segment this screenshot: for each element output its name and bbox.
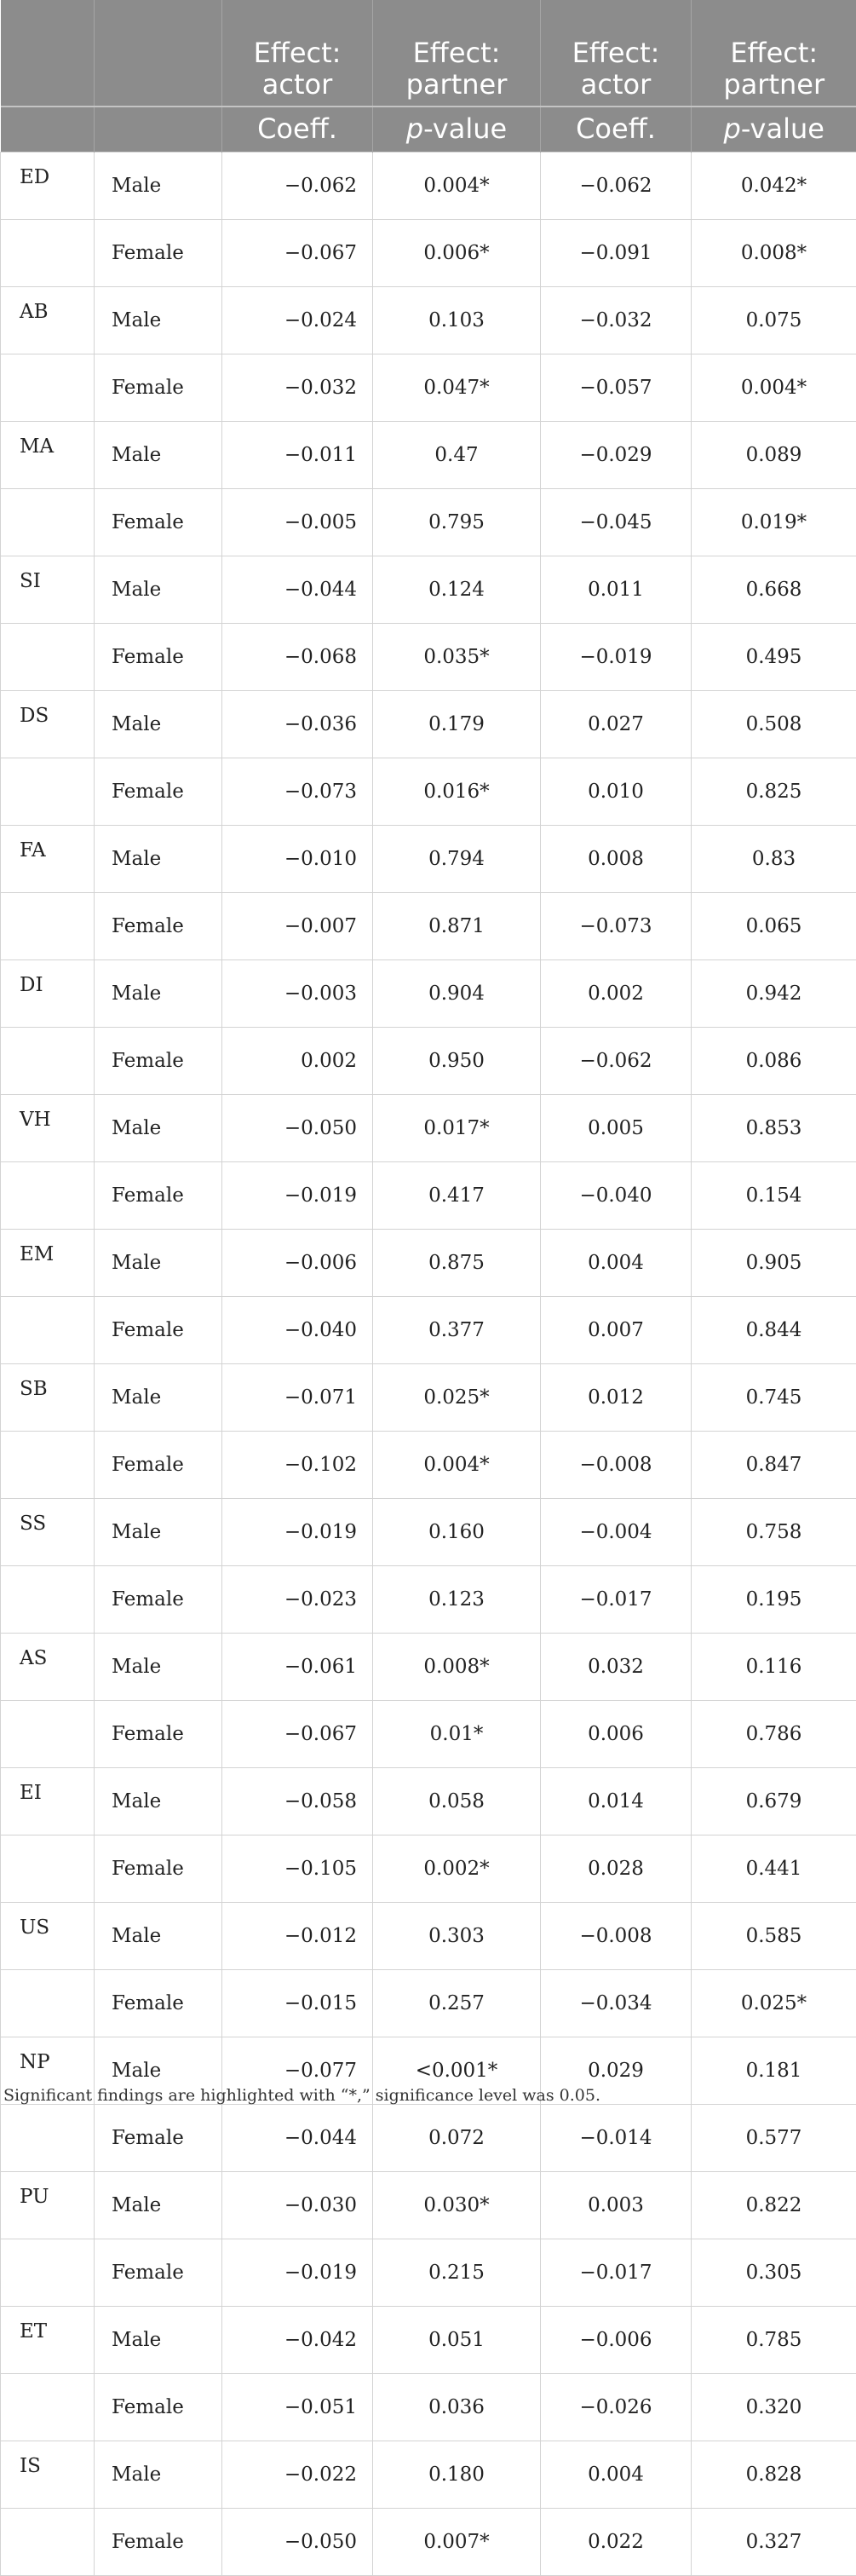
header-effect-actor-2: Effect: actor bbox=[541, 0, 692, 107]
partner-pvalue-cell-2: 0.853 bbox=[692, 1095, 856, 1162]
actor-coeff-cell-2: −0.057 bbox=[541, 354, 692, 422]
partner-pvalue-cell-1: 0.303 bbox=[373, 1903, 541, 1970]
table-body bbox=[1, 153, 856, 2576]
partner-pvalue-cell-2: 0.495 bbox=[692, 624, 856, 691]
partner-pvalue-cell-2: 0.828 bbox=[692, 2441, 856, 2509]
row-group-label: VH bbox=[1, 1095, 95, 1162]
row-group-label: PU bbox=[1, 2172, 95, 2239]
table-row bbox=[1, 2105, 856, 2172]
actor-coeff-cell-2: −0.019 bbox=[541, 624, 692, 691]
table-row bbox=[1, 2441, 856, 2509]
header-row-stats bbox=[1, 107, 856, 153]
table-row bbox=[1, 1230, 856, 1297]
row-group-label bbox=[1, 354, 95, 422]
row-sex-label: Female bbox=[95, 624, 222, 691]
partner-pvalue-cell-1: 0.257 bbox=[373, 1970, 541, 2037]
partner-pvalue-cell-2: 0.668 bbox=[692, 556, 856, 624]
actor-coeff-cell-2: −0.032 bbox=[541, 287, 692, 354]
actor-coeff-cell-2: −0.062 bbox=[541, 1028, 692, 1095]
actor-coeff-cell-2: 0.010 bbox=[541, 758, 692, 826]
actor-coeff-cell-1: −0.061 bbox=[222, 1634, 373, 1701]
row-sex-label: Female bbox=[95, 1566, 222, 1634]
partner-pvalue-cell-1: 0.008* bbox=[373, 1634, 541, 1701]
table-row bbox=[1, 2509, 856, 2576]
actor-coeff-cell-1: −0.036 bbox=[222, 691, 373, 758]
partner-pvalue-cell-1: 0.007* bbox=[373, 2509, 541, 2576]
actor-coeff-cell-2: −0.017 bbox=[541, 1566, 692, 1634]
header-row-effects bbox=[1, 0, 856, 107]
actor-coeff-cell-1: −0.073 bbox=[222, 758, 373, 826]
actor-coeff-cell-2: 0.012 bbox=[541, 1364, 692, 1432]
partner-pvalue-cell-1: 0.180 bbox=[373, 2441, 541, 2509]
table-row bbox=[1, 893, 856, 960]
partner-pvalue-cell-1: 0.004* bbox=[373, 1432, 541, 1499]
partner-pvalue-cell-1: 0.058 bbox=[373, 1768, 541, 1835]
partner-pvalue-cell-1: 0.017* bbox=[373, 1095, 541, 1162]
partner-pvalue-cell-1: 0.47 bbox=[373, 422, 541, 489]
actor-coeff-cell-1: −0.019 bbox=[222, 1162, 373, 1230]
actor-coeff-cell-2: −0.034 bbox=[541, 1970, 692, 2037]
row-group-label bbox=[1, 1028, 95, 1095]
row-sex-label: Female bbox=[95, 758, 222, 826]
partner-pvalue-cell-2: 0.327 bbox=[692, 2509, 856, 2576]
row-group-label bbox=[1, 1432, 95, 1499]
table-row bbox=[1, 354, 856, 422]
row-sex-label: Male bbox=[95, 153, 222, 220]
partner-pvalue-cell-1: 0.124 bbox=[373, 556, 541, 624]
pvalue-suffix: -value bbox=[741, 112, 824, 145]
row-group-label bbox=[1, 2239, 95, 2307]
actor-coeff-cell-1: −0.067 bbox=[222, 1701, 373, 1768]
actor-coeff-cell-2: 0.008 bbox=[541, 826, 692, 893]
partner-pvalue-cell-2: 0.758 bbox=[692, 1499, 856, 1566]
partner-pvalue-cell-1: 0.123 bbox=[373, 1566, 541, 1634]
row-sex-label: Female bbox=[95, 893, 222, 960]
actor-coeff-cell-2: −0.073 bbox=[541, 893, 692, 960]
actor-coeff-cell-1: −0.012 bbox=[222, 1903, 373, 1970]
table-row bbox=[1, 1903, 856, 1970]
actor-coeff-cell-2: 0.002 bbox=[541, 960, 692, 1028]
actor-coeff-cell-1: −0.006 bbox=[222, 1230, 373, 1297]
partner-pvalue-cell-1: 0.002* bbox=[373, 1835, 541, 1903]
partner-pvalue-cell-1: 0.794 bbox=[373, 826, 541, 893]
actor-coeff-cell-1: −0.071 bbox=[222, 1364, 373, 1432]
partner-pvalue-cell-2: 0.181 bbox=[692, 2037, 856, 2105]
actor-coeff-cell-2: −0.008 bbox=[541, 1432, 692, 1499]
actor-coeff-cell-2: 0.032 bbox=[541, 1634, 692, 1701]
actor-coeff-cell-1: −0.040 bbox=[222, 1297, 373, 1364]
table-row bbox=[1, 1499, 856, 1566]
partner-pvalue-cell-1: 0.006* bbox=[373, 220, 541, 287]
table-row bbox=[1, 1432, 856, 1499]
actor-coeff-cell-2: 0.014 bbox=[541, 1768, 692, 1835]
row-sex-label: Female bbox=[95, 354, 222, 422]
row-group-label: SS bbox=[1, 1499, 95, 1566]
row-sex-label: Male bbox=[95, 1095, 222, 1162]
actor-coeff-cell-2: 0.027 bbox=[541, 691, 692, 758]
actor-coeff-cell-1: −0.024 bbox=[222, 287, 373, 354]
actor-coeff-cell-2: −0.017 bbox=[541, 2239, 692, 2307]
row-sex-label: Male bbox=[95, 2441, 222, 2509]
partner-pvalue-cell-1: 0.030* bbox=[373, 2172, 541, 2239]
table-row bbox=[1, 287, 856, 354]
partner-pvalue-cell-2: 0.195 bbox=[692, 1566, 856, 1634]
partner-pvalue-cell-1: 0.417 bbox=[373, 1162, 541, 1230]
partner-pvalue-cell-2: 0.441 bbox=[692, 1835, 856, 1903]
header-blank-3 bbox=[1, 107, 95, 153]
partner-pvalue-cell-2: 0.019* bbox=[692, 489, 856, 556]
table-row bbox=[1, 1768, 856, 1835]
actor-coeff-cell-1: −0.022 bbox=[222, 2441, 373, 2509]
row-sex-label: Male bbox=[95, 691, 222, 758]
row-sex-label: Male bbox=[95, 2307, 222, 2374]
actor-coeff-cell-2: −0.091 bbox=[541, 220, 692, 287]
partner-pvalue-cell-1: 0.875 bbox=[373, 1230, 541, 1297]
table-row bbox=[1, 422, 856, 489]
actor-coeff-cell-2: 0.005 bbox=[541, 1095, 692, 1162]
row-sex-label: Female bbox=[95, 1297, 222, 1364]
table-row bbox=[1, 1634, 856, 1701]
partner-pvalue-cell-2: 0.745 bbox=[692, 1364, 856, 1432]
actor-coeff-cell-1: −0.032 bbox=[222, 354, 373, 422]
actor-coeff-cell-1: −0.010 bbox=[222, 826, 373, 893]
actor-coeff-cell-2: 0.028 bbox=[541, 1835, 692, 1903]
partner-pvalue-cell-2: 0.905 bbox=[692, 1230, 856, 1297]
row-group-label bbox=[1, 1566, 95, 1634]
table-row bbox=[1, 1095, 856, 1162]
table-row bbox=[1, 1364, 856, 1432]
partner-pvalue-cell-2: 0.042* bbox=[692, 153, 856, 220]
row-sex-label: Female bbox=[95, 1701, 222, 1768]
actor-coeff-cell-2: −0.045 bbox=[541, 489, 692, 556]
partner-pvalue-cell-2: 0.508 bbox=[692, 691, 856, 758]
table-row bbox=[1, 2172, 856, 2239]
row-sex-label: Female bbox=[95, 2374, 222, 2441]
partner-pvalue-cell-1: 0.025* bbox=[373, 1364, 541, 1432]
partner-pvalue-cell-2: 0.785 bbox=[692, 2307, 856, 2374]
row-group-label bbox=[1, 758, 95, 826]
row-group-label: NP bbox=[1, 2037, 95, 2105]
row-group-label: ET bbox=[1, 2307, 95, 2374]
table-row bbox=[1, 556, 856, 624]
row-sex-label: Male bbox=[95, 287, 222, 354]
actor-coeff-cell-2: −0.008 bbox=[541, 1903, 692, 1970]
actor-coeff-cell-1: −0.050 bbox=[222, 1095, 373, 1162]
p-symbol: p bbox=[406, 112, 423, 145]
row-sex-label: Female bbox=[95, 1970, 222, 2037]
partner-pvalue-cell-1: 0.035* bbox=[373, 624, 541, 691]
actor-coeff-cell-2: −0.062 bbox=[541, 153, 692, 220]
row-sex-label: Female bbox=[95, 1835, 222, 1903]
actor-coeff-cell-1: −0.058 bbox=[222, 1768, 373, 1835]
table-row bbox=[1, 2239, 856, 2307]
row-sex-label: Male bbox=[95, 422, 222, 489]
partner-pvalue-cell-2: 0.585 bbox=[692, 1903, 856, 1970]
partner-pvalue-cell-1: 0.103 bbox=[373, 287, 541, 354]
actor-coeff-cell-1: −0.051 bbox=[222, 2374, 373, 2441]
row-group-label: IS bbox=[1, 2441, 95, 2509]
header-coeff-1: Coeff. bbox=[222, 107, 373, 153]
pvalue-suffix: -value bbox=[423, 112, 507, 145]
table-row bbox=[1, 220, 856, 287]
table-row bbox=[1, 2374, 856, 2441]
actor-coeff-cell-2: −0.006 bbox=[541, 2307, 692, 2374]
actor-coeff-cell-2: −0.014 bbox=[541, 2105, 692, 2172]
row-group-label bbox=[1, 1162, 95, 1230]
partner-pvalue-cell-1: 0.160 bbox=[373, 1499, 541, 1566]
actor-coeff-cell-1: −0.067 bbox=[222, 220, 373, 287]
header-coeff-2: Coeff. bbox=[541, 107, 692, 153]
table-row bbox=[1, 826, 856, 893]
partner-pvalue-cell-2: 0.825 bbox=[692, 758, 856, 826]
partner-pvalue-cell-2: 0.065 bbox=[692, 893, 856, 960]
table-row bbox=[1, 960, 856, 1028]
actor-coeff-cell-1: −0.015 bbox=[222, 1970, 373, 2037]
partner-pvalue-cell-2: 0.679 bbox=[692, 1768, 856, 1835]
row-sex-label: Male bbox=[95, 826, 222, 893]
actor-coeff-cell-1: −0.030 bbox=[222, 2172, 373, 2239]
partner-pvalue-cell-2: 0.305 bbox=[692, 2239, 856, 2307]
table-row bbox=[1, 1162, 856, 1230]
partner-pvalue-cell-1: 0.036 bbox=[373, 2374, 541, 2441]
partner-pvalue-cell-2: 0.320 bbox=[692, 2374, 856, 2441]
actor-coeff-cell-1: −0.011 bbox=[222, 422, 373, 489]
table-row bbox=[1, 1835, 856, 1903]
row-sex-label: Female bbox=[95, 220, 222, 287]
actor-coeff-cell-2: 0.022 bbox=[541, 2509, 692, 2576]
partner-pvalue-cell-2: 0.83 bbox=[692, 826, 856, 893]
table-row bbox=[1, 2307, 856, 2374]
partner-pvalue-cell-2: 0.004* bbox=[692, 354, 856, 422]
row-sex-label: Male bbox=[95, 1903, 222, 1970]
table-row bbox=[1, 1028, 856, 1095]
row-group-label: DS bbox=[1, 691, 95, 758]
partner-pvalue-cell-2: 0.822 bbox=[692, 2172, 856, 2239]
row-group-label bbox=[1, 1701, 95, 1768]
row-group-label: MA bbox=[1, 422, 95, 489]
actor-coeff-cell-1: 0.002 bbox=[222, 1028, 373, 1095]
partner-pvalue-cell-2: 0.844 bbox=[692, 1297, 856, 1364]
row-group-label bbox=[1, 2105, 95, 2172]
row-group-label bbox=[1, 1835, 95, 1903]
row-group-label: ED bbox=[1, 153, 95, 220]
header-effect-partner-2: Effect: partner bbox=[692, 0, 856, 107]
row-sex-label: Male bbox=[95, 2037, 222, 2105]
row-sex-label: Female bbox=[95, 489, 222, 556]
row-sex-label: Male bbox=[95, 1634, 222, 1701]
actor-coeff-cell-2: 0.003 bbox=[541, 2172, 692, 2239]
partner-pvalue-cell-1: 0.377 bbox=[373, 1297, 541, 1364]
row-sex-label: Female bbox=[95, 2509, 222, 2576]
row-group-label bbox=[1, 220, 95, 287]
partner-pvalue-cell-2: 0.086 bbox=[692, 1028, 856, 1095]
actor-coeff-cell-2: 0.004 bbox=[541, 1230, 692, 1297]
row-group-label: SB bbox=[1, 1364, 95, 1432]
row-sex-label: Female bbox=[95, 1162, 222, 1230]
actor-coeff-cell-2: 0.006 bbox=[541, 1701, 692, 1768]
partner-pvalue-cell-2: 0.786 bbox=[692, 1701, 856, 1768]
header-pvalue-2 bbox=[692, 107, 856, 153]
row-group-label: SI bbox=[1, 556, 95, 624]
row-group-label: AS bbox=[1, 1634, 95, 1701]
partner-pvalue-cell-2: 0.025* bbox=[692, 1970, 856, 2037]
partner-pvalue-cell-1: 0.179 bbox=[373, 691, 541, 758]
header-blank-2 bbox=[95, 0, 222, 107]
actor-coeff-cell-1: −0.007 bbox=[222, 893, 373, 960]
partner-pvalue-cell-1: 0.01* bbox=[373, 1701, 541, 1768]
table-row bbox=[1, 1701, 856, 1768]
actor-coeff-cell-1: −0.042 bbox=[222, 2307, 373, 2374]
actor-coeff-cell-2: 0.007 bbox=[541, 1297, 692, 1364]
table-row bbox=[1, 489, 856, 556]
row-sex-label: Female bbox=[95, 2105, 222, 2172]
actor-coeff-cell-2: −0.026 bbox=[541, 2374, 692, 2441]
row-sex-label: Female bbox=[95, 1432, 222, 1499]
table-row bbox=[1, 1566, 856, 1634]
partner-pvalue-cell-1: 0.047* bbox=[373, 354, 541, 422]
row-group-label: US bbox=[1, 1903, 95, 1970]
header-effect-actor-1: Effect: actor bbox=[222, 0, 373, 107]
row-sex-label: Male bbox=[95, 1768, 222, 1835]
partner-pvalue-cell-2: 0.577 bbox=[692, 2105, 856, 2172]
row-group-label: DI bbox=[1, 960, 95, 1028]
partner-pvalue-cell-1: 0.950 bbox=[373, 1028, 541, 1095]
actor-coeff-cell-1: −0.044 bbox=[222, 2105, 373, 2172]
partner-pvalue-cell-2: 0.116 bbox=[692, 1634, 856, 1701]
partner-pvalue-cell-2: 0.942 bbox=[692, 960, 856, 1028]
actor-coeff-cell-1: −0.003 bbox=[222, 960, 373, 1028]
partner-pvalue-cell-2: 0.008* bbox=[692, 220, 856, 287]
actor-coeff-cell-1: −0.019 bbox=[222, 1499, 373, 1566]
actor-coeff-cell-1: −0.050 bbox=[222, 2509, 373, 2576]
row-sex-label: Female bbox=[95, 2239, 222, 2307]
actor-coeff-cell-1: −0.062 bbox=[222, 153, 373, 220]
row-sex-label: Male bbox=[95, 960, 222, 1028]
header-pvalue-1 bbox=[373, 107, 541, 153]
actor-coeff-cell-1: −0.005 bbox=[222, 489, 373, 556]
partner-pvalue-cell-1: 0.904 bbox=[373, 960, 541, 1028]
actor-coeff-cell-2: 0.011 bbox=[541, 556, 692, 624]
partner-pvalue-cell-1: <0.001* bbox=[373, 2037, 541, 2105]
row-sex-label: Male bbox=[95, 2172, 222, 2239]
header-effect-partner-1: Effect: partner bbox=[373, 0, 541, 107]
header-blank-4 bbox=[95, 107, 222, 153]
actor-coeff-cell-2: −0.040 bbox=[541, 1162, 692, 1230]
row-group-label bbox=[1, 2509, 95, 2576]
table-footnote: Significant findings are highlighted with “*,” significance level was 0.05. bbox=[3, 2086, 600, 2105]
partner-pvalue-cell-1: 0.215 bbox=[373, 2239, 541, 2307]
table-row bbox=[1, 758, 856, 826]
row-group-label bbox=[1, 1297, 95, 1364]
row-group-label: FA bbox=[1, 826, 95, 893]
actor-coeff-cell-2: 0.004 bbox=[541, 2441, 692, 2509]
actor-coeff-cell-1: −0.102 bbox=[222, 1432, 373, 1499]
row-sex-label: Male bbox=[95, 1499, 222, 1566]
partner-pvalue-cell-1: 0.016* bbox=[373, 758, 541, 826]
actor-coeff-cell-1: −0.105 bbox=[222, 1835, 373, 1903]
partner-pvalue-cell-2: 0.075 bbox=[692, 287, 856, 354]
actor-coeff-cell-1: −0.077 bbox=[222, 2037, 373, 2105]
partner-pvalue-cell-2: 0.847 bbox=[692, 1432, 856, 1499]
table-row bbox=[1, 624, 856, 691]
row-group-label: EM bbox=[1, 1230, 95, 1297]
table-row bbox=[1, 691, 856, 758]
row-group-label bbox=[1, 893, 95, 960]
partner-pvalue-cell-1: 0.051 bbox=[373, 2307, 541, 2374]
actor-coeff-cell-1: −0.019 bbox=[222, 2239, 373, 2307]
partner-pvalue-cell-1: 0.795 bbox=[373, 489, 541, 556]
actor-coeff-cell-1: −0.068 bbox=[222, 624, 373, 691]
partner-pvalue-cell-2: 0.089 bbox=[692, 422, 856, 489]
row-group-label bbox=[1, 489, 95, 556]
row-group-label bbox=[1, 1970, 95, 2037]
partner-pvalue-cell-1: 0.072 bbox=[373, 2105, 541, 2172]
actor-coeff-cell-2: −0.029 bbox=[541, 422, 692, 489]
row-sex-label: Female bbox=[95, 1028, 222, 1095]
table-row bbox=[1, 1297, 856, 1364]
row-group-label: EI bbox=[1, 1768, 95, 1835]
table-row bbox=[1, 153, 856, 220]
row-sex-label: Male bbox=[95, 556, 222, 624]
actor-coeff-cell-2: 0.029 bbox=[541, 2037, 692, 2105]
row-sex-label: Male bbox=[95, 1364, 222, 1432]
p-symbol: p bbox=[724, 112, 741, 145]
partner-pvalue-cell-2: 0.154 bbox=[692, 1162, 856, 1230]
row-group-label bbox=[1, 624, 95, 691]
row-group-label: AB bbox=[1, 287, 95, 354]
row-sex-label: Male bbox=[95, 1230, 222, 1297]
row-group-label bbox=[1, 2374, 95, 2441]
actor-coeff-cell-1: −0.023 bbox=[222, 1566, 373, 1634]
partner-pvalue-cell-1: 0.871 bbox=[373, 893, 541, 960]
table-row bbox=[1, 1970, 856, 2037]
partner-pvalue-cell-1: 0.004* bbox=[373, 153, 541, 220]
actor-coeff-cell-1: −0.044 bbox=[222, 556, 373, 624]
actor-coeff-cell-2: −0.004 bbox=[541, 1499, 692, 1566]
header-blank-1 bbox=[1, 0, 95, 107]
